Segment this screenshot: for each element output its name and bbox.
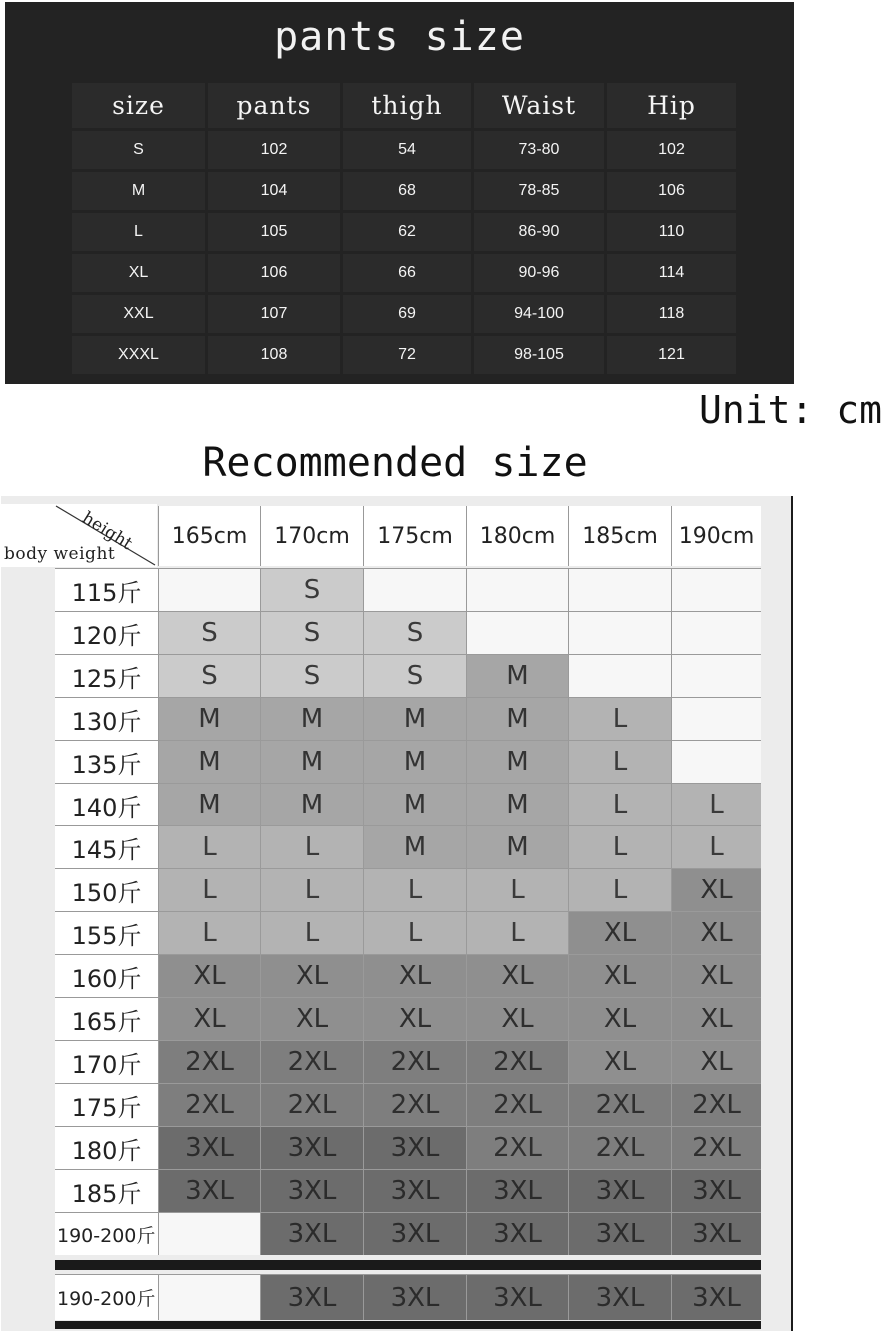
size-cell: XL — [466, 997, 568, 1040]
size-table-row — [72, 213, 736, 251]
size-cell: L — [568, 697, 671, 740]
size-cell — [671, 611, 761, 654]
size-cell: 3XL — [363, 1212, 466, 1255]
size-cell: L — [363, 868, 466, 911]
size-table-cell: 68 — [343, 172, 471, 210]
size-table-header-cell: size — [72, 83, 205, 128]
size-cell — [466, 611, 568, 654]
size-cell: 2XL — [158, 1040, 260, 1083]
size-table-cell: 54 — [343, 131, 471, 169]
size-cell: L — [260, 868, 363, 911]
size-table-cell: 94-100 — [474, 295, 604, 333]
size-cell: M — [260, 783, 363, 826]
size-cell: S — [158, 654, 260, 697]
size-cell: 2XL — [671, 1083, 761, 1126]
size-cell: L — [158, 911, 260, 954]
size-cell: 3XL — [363, 1169, 466, 1212]
size-cell: XL — [568, 954, 671, 997]
height-column-header: 190cm — [671, 506, 761, 566]
weight-row-header: 120斤 — [55, 611, 158, 654]
size-cell: M — [466, 783, 568, 826]
size-cell — [158, 568, 260, 611]
size-cell: XL — [568, 911, 671, 954]
size-table-cell: 102 — [607, 131, 736, 169]
weight-row-header: 125斤 — [55, 654, 158, 697]
size-cell: S — [260, 568, 363, 611]
size-cell: 2XL — [363, 1083, 466, 1126]
size-cell: M — [363, 825, 466, 868]
size-cell: M — [363, 783, 466, 826]
size-table-cell: S — [72, 131, 205, 169]
size-table-cell: 121 — [607, 336, 736, 374]
size-cell: 2XL — [260, 1083, 363, 1126]
height-column-header: 175cm — [363, 506, 466, 566]
height-axis-label: height — [78, 508, 136, 555]
size-cell — [466, 568, 568, 611]
size-cell: XL — [671, 997, 761, 1040]
size-cell: L — [466, 868, 568, 911]
size-cell — [158, 1212, 260, 1255]
size-cell: 2XL — [363, 1040, 466, 1083]
size-table-cell: 106 — [208, 254, 340, 292]
weight-row-header: 140斤 — [55, 783, 158, 826]
size-cell: 2XL — [158, 1083, 260, 1126]
size-cell: XL — [671, 954, 761, 997]
size-cell: 3XL — [363, 1274, 466, 1320]
size-cell: 2XL — [568, 1126, 671, 1169]
size-cell: XL — [568, 1040, 671, 1083]
size-cell — [671, 654, 761, 697]
height-column-header: 185cm — [568, 506, 671, 566]
weight-row-header: 165斤 — [55, 997, 158, 1040]
recommended-size-title: Recommended size — [202, 440, 588, 486]
size-cell: XL — [363, 997, 466, 1040]
size-table-header-cell: thigh — [343, 83, 471, 128]
weight-row-header: 190-200斤 — [55, 1212, 158, 1255]
size-cell: 2XL — [466, 1040, 568, 1083]
size-cell: L — [158, 825, 260, 868]
size-cell: XL — [260, 997, 363, 1040]
size-cell: 3XL — [158, 1126, 260, 1169]
size-cell: M — [466, 740, 568, 783]
size-cell: S — [363, 654, 466, 697]
size-cell: L — [260, 825, 363, 868]
weight-axis-label: body weight — [4, 544, 116, 564]
size-cell: L — [158, 868, 260, 911]
size-table-cell: 110 — [607, 213, 736, 251]
size-cell: XL — [466, 954, 568, 997]
size-cell: XL — [158, 997, 260, 1040]
size-cell: XL — [671, 868, 761, 911]
size-cell: M — [466, 654, 568, 697]
weight-row-header: 175斤 — [55, 1083, 158, 1126]
size-cell: 3XL — [158, 1169, 260, 1212]
size-table-header-cell: Waist — [474, 83, 604, 128]
size-cell: S — [363, 611, 466, 654]
size-cell: XL — [568, 997, 671, 1040]
size-cell: L — [671, 825, 761, 868]
size-table-cell: XXL — [72, 295, 205, 333]
size-table-cell: 66 — [343, 254, 471, 292]
unit-label: Unit: cm — [698, 388, 882, 432]
size-cell: 3XL — [260, 1126, 363, 1169]
size-table-row — [72, 336, 736, 374]
size-cell: M — [260, 740, 363, 783]
size-table-cell: 114 — [607, 254, 736, 292]
size-table-cell: 73-80 — [474, 131, 604, 169]
size-table-cell: M — [72, 172, 205, 210]
size-cell: L — [260, 911, 363, 954]
height-column-header: 165cm — [158, 506, 260, 566]
size-cell: M — [466, 697, 568, 740]
size-cell — [568, 654, 671, 697]
size-cell: S — [158, 611, 260, 654]
size-cell: 3XL — [466, 1169, 568, 1212]
size-table-cell: 98-105 — [474, 336, 604, 374]
size-cell — [671, 568, 761, 611]
weight-row-header: 185斤 — [55, 1169, 158, 1212]
size-table-header-row — [72, 83, 736, 128]
size-cell: M — [158, 783, 260, 826]
size-table-cell: 72 — [343, 336, 471, 374]
bottom-border-bar — [55, 1321, 761, 1329]
size-table-cell: 62 — [343, 213, 471, 251]
size-table-row — [72, 295, 736, 333]
size-cell: L — [363, 911, 466, 954]
weight-row-header: 160斤 — [55, 954, 158, 997]
size-cell: 3XL — [466, 1274, 568, 1320]
size-table-row — [72, 254, 736, 292]
size-table-cell: 106 — [607, 172, 736, 210]
size-cell: L — [568, 740, 671, 783]
size-table-cell: 104 — [208, 172, 340, 210]
weight-row-header: 190-200斤 — [55, 1274, 158, 1320]
size-cell — [568, 568, 671, 611]
size-cell: XL — [260, 954, 363, 997]
height-column-header: 180cm — [466, 506, 568, 566]
size-table-cell: 86-90 — [474, 213, 604, 251]
size-table-cell: 107 — [208, 295, 340, 333]
right-border-line — [791, 496, 793, 1331]
size-cell: L — [568, 783, 671, 826]
size-cell: M — [260, 697, 363, 740]
size-cell: XL — [363, 954, 466, 997]
size-table-cell: 118 — [607, 295, 736, 333]
size-table-cell: XXXL — [72, 336, 205, 374]
size-table-row — [72, 172, 736, 210]
size-cell: 2XL — [466, 1083, 568, 1126]
weight-row-header: 155斤 — [55, 911, 158, 954]
size-cell: 3XL — [260, 1169, 363, 1212]
weight-row-header: 115斤 — [55, 568, 158, 611]
size-cell: S — [260, 611, 363, 654]
size-cell: M — [466, 825, 568, 868]
size-cell: 3XL — [260, 1212, 363, 1255]
size-cell — [158, 1274, 260, 1320]
pants-size-table — [69, 80, 739, 377]
recommended-size-chart — [1, 496, 793, 1331]
size-table-cell: 102 — [208, 131, 340, 169]
size-table-cell: XL — [72, 254, 205, 292]
pants-size-panel — [5, 2, 794, 384]
size-cell: 3XL — [568, 1212, 671, 1255]
weight-row-header: 170斤 — [55, 1040, 158, 1083]
size-cell: XL — [671, 911, 761, 954]
size-table-header-cell: Hip — [607, 83, 736, 128]
separator-bar — [55, 1260, 761, 1270]
size-cell: 2XL — [466, 1126, 568, 1169]
size-table-cell: 108 — [208, 336, 340, 374]
size-cell: S — [260, 654, 363, 697]
size-cell: XL — [158, 954, 260, 997]
size-table-cell: 90-96 — [474, 254, 604, 292]
size-table-row — [72, 131, 736, 169]
size-cell: M — [363, 740, 466, 783]
size-cell: 3XL — [671, 1274, 761, 1320]
size-cell: L — [568, 825, 671, 868]
size-cell: 3XL — [363, 1126, 466, 1169]
size-cell: L — [671, 783, 761, 826]
weight-row-header: 150斤 — [55, 868, 158, 911]
size-cell: M — [158, 697, 260, 740]
size-table-cell: L — [72, 213, 205, 251]
size-cell: XL — [671, 1040, 761, 1083]
right-margin-band — [761, 496, 793, 1331]
size-cell: 2XL — [671, 1126, 761, 1169]
size-cell — [363, 568, 466, 611]
size-cell — [568, 611, 671, 654]
size-cell: M — [158, 740, 260, 783]
size-cell — [671, 697, 761, 740]
size-table-cell: 69 — [343, 295, 471, 333]
size-cell: 3XL — [671, 1169, 761, 1212]
size-table-header-cell: pants — [208, 83, 340, 128]
size-cell: 2XL — [260, 1040, 363, 1083]
size-cell: 3XL — [671, 1212, 761, 1255]
size-cell: 3XL — [260, 1274, 363, 1320]
size-table-cell: 78-85 — [474, 172, 604, 210]
size-cell: L — [466, 911, 568, 954]
size-cell: L — [568, 868, 671, 911]
corner-header — [1, 504, 157, 567]
weight-row-header: 135斤 — [55, 740, 158, 783]
pants-size-title: pants size — [274, 14, 525, 60]
size-cell: M — [363, 697, 466, 740]
size-table-cell: 105 — [208, 213, 340, 251]
height-column-header: 170cm — [260, 506, 363, 566]
size-cell: 3XL — [466, 1212, 568, 1255]
size-cell: 3XL — [568, 1169, 671, 1212]
size-cell: 3XL — [568, 1274, 671, 1320]
size-cell: 2XL — [568, 1083, 671, 1126]
size-cell — [671, 740, 761, 783]
weight-row-header: 180斤 — [55, 1126, 158, 1169]
weight-row-header: 130斤 — [55, 697, 158, 740]
weight-row-header: 145斤 — [55, 825, 158, 868]
